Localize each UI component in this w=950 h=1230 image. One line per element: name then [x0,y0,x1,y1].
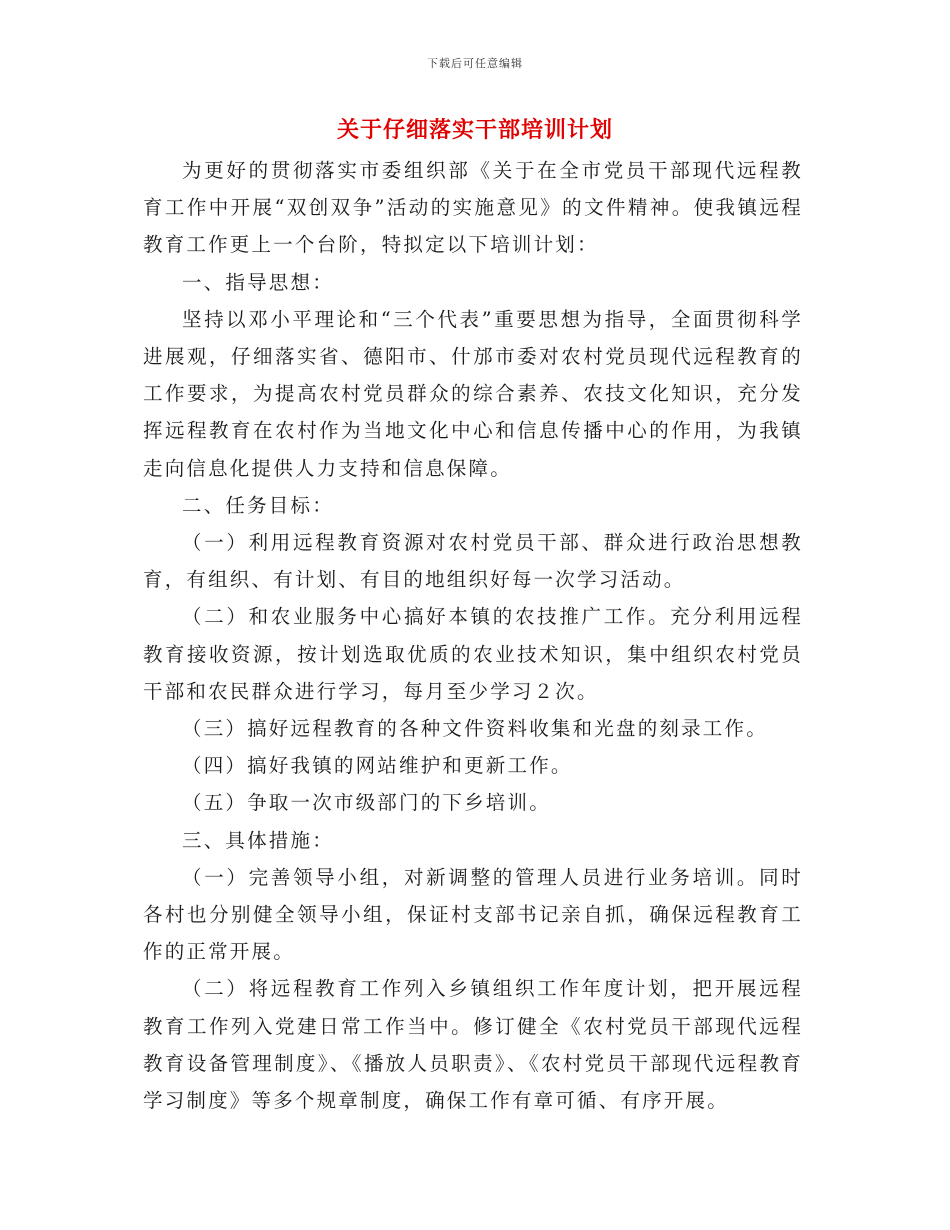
paragraph-goal-1: （一）利用远程教育资源对农村党员干部、群众进行政治思想教育，有组织、有计划、有目的地组织好每一次学习活动。 [143,531,803,592]
paragraph-goal-3: （三）搞好远程教育的各种文件资料收集和光盘的刻录工作。 [182,717,768,741]
document-title: 关于仔细落实干部培训计划 [336,117,613,143]
paragraph-goal-2: （二）和农业服务中心搞好本镇的农技推广工作。充分利用远程教育接收资源，按计划选取优质的农业技术知识，集中组织农村党员干部和农民群众进行学习，每月至少学习２次。 [143,605,803,703]
paragraph-intro: 为更好的贯彻落实市委组织部《关于在全市党员干部现代远程教育工作中开展“双创双争”活动的实施意见》的文件精神。使我镇远程教育工作更上一个台阶，特拟定以下培训计划： [143,159,803,257]
paragraph-goal-4: （四）搞好我镇的网站维护和更新工作。 [182,754,573,778]
section-heading-measures: 三、具体措施： [182,828,334,852]
paragraph-measure-2: （二）将远程教育工作列入乡镇组织工作年度计划，把开展远程教育工作列入党建日常工作当中。修订健全《农村党员干部现代远程教育设备管理制度》、《播放人员职责》、《农村党员干部现代远程教育学习制度》等多个规章制度，确保工作有章可循、有序开展。 [143,977,803,1113]
page-header-note: 下载后可任意编辑 [427,57,523,70]
section-heading-task-goals: 二、任务目标： [182,493,334,517]
paragraph-guiding-ideology: 坚持以邓小平理论和“三个代表”重要思想为指导，全面贯彻科学进展观，仔细落实省、德阳市、什邡市委对农村党员现代远程教育的工作要求，为提高农村党员群众的综合素养、农技文化知识，充分发挥远程教育在农村作为当地文化中心和信息传播中心的作用，为我镇走向信息化提供人力支持和信息保障。 [143,307,803,480]
paragraph-goal-5: （五）争取一次市级部门的下乡培训。 [182,791,551,815]
document-body [143,152,803,1119]
paragraph-measure-1: （一）完善领导小组，对新调整的管理人员进行业务培训。同时各村也分别健全领导小组，保证村支部书记亲自抓，确保远程教育工作的正常开展。 [143,865,803,964]
section-heading-guiding-ideology: 一、指导思想： [182,270,334,294]
